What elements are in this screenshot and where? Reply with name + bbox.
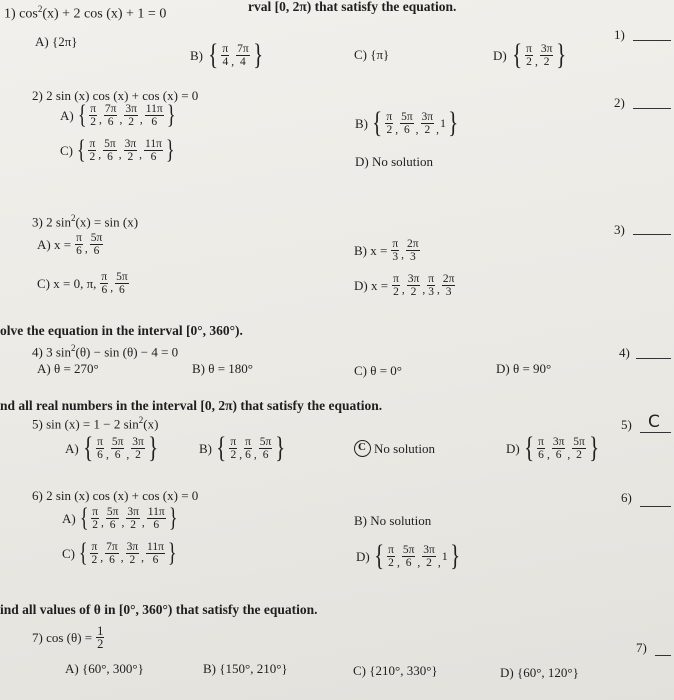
q2-number: 2) [614, 95, 625, 110]
q5-option-c-letter[interactable]: C [358, 441, 366, 453]
q2-answer-blank[interactable] [633, 96, 671, 109]
q7-option-c[interactable]: C) {210°, 330°} [353, 663, 438, 678]
q6-number: 6) [621, 490, 632, 505]
q7-option-d[interactable]: D) {60°, 120°} [500, 665, 579, 680]
q4-answer-blank[interactable] [636, 346, 671, 359]
q3-number: 3) [614, 222, 625, 237]
section-3-title: nd all real numbers in the interval [0, 2π) that satisfy the equation. [0, 398, 383, 413]
q6-option-d[interactable]: D) { $\frac{\pi}{2}$ , $\frac{5\pi}{6}$ , $\frac{3\pi}{2}$ , 1 } [356, 539, 460, 572]
q6-answer-blank[interactable] [640, 494, 671, 507]
q7-option-b[interactable]: B) {150°, 210°} [203, 661, 288, 676]
q3-option-a[interactable]: A) x = $\frac{\pi}{6}$ , $\frac{5\pi}{6}$ [37, 232, 103, 257]
q5-number: 5) [621, 417, 632, 432]
q7-answer-blank[interactable] [655, 643, 671, 656]
q4-option-c[interactable]: C) θ = 0° [354, 363, 403, 378]
q1-title-fragment: rval [0, 2π) that satisfy the equation. [248, 0, 457, 14]
q3-answer-blank[interactable] [633, 222, 671, 235]
q6-stem: 6) 2 sin (x) cos (x) + cos (x) = 0 [32, 488, 199, 503]
q6-option-c[interactable]: C) { $\frac{\pi}{2}$ , $\frac{7\pi}{6}$ , $\frac{3\pi}{2}$ , $\frac{11\pi}{6}$ } [62, 538, 177, 567]
q7-stem: 7) cos (θ) = $\frac{1}{2}$ [32, 624, 104, 651]
q1-number: 1) [614, 27, 625, 42]
q4-stem: 4) 3 $\sin^2(\theta) - \sin (\theta) - 4 = 0$ [32, 343, 179, 360]
q3-option-d[interactable]: D) x = $\frac{\pi}{2}$ , $\frac{3\pi}{2}$ , $\frac{\pi}{3}$ , $\frac{2\pi}{3}$ [354, 273, 455, 298]
q1-answer-blank[interactable] [633, 28, 671, 41]
section-4-title: ind all values of θ in [0°, 360°) that satisfy the equation. [0, 602, 318, 617]
q3-stem: 3) 2 $\sin^2(x) = \sin (x)$ [32, 213, 139, 230]
q1-option-a[interactable]: A) {2π} [35, 34, 78, 49]
q4-option-b[interactable]: B) θ = 180° [192, 361, 254, 376]
q3-option-b[interactable]: B) x = $\frac{\pi}{3}$ , $\frac{2\pi}{3}$ [354, 238, 419, 263]
q6-option-a[interactable]: A) { $\frac{\pi}{2}$ , $\frac{5\pi}{6}$ , $\frac{3\pi}{2}$ , $\frac{11\pi}{6}$ } [62, 503, 178, 532]
q5-stem: 5) sin (x) = 1 − 2 $\sin^2(x)$ [32, 415, 159, 432]
q4-option-d[interactable]: D) θ = 90° [496, 361, 552, 376]
q7-number: 7) [636, 640, 647, 655]
q1-stem: 1) $\cos^2(x) + 2$ cos (x) + 1 = 0 [4, 4, 167, 22]
q5-option-b[interactable]: B) { $\frac{\pi}{2}$ , $\frac{\pi}{6}$ , $\frac{5\pi}{6}$ } [199, 431, 286, 464]
q6-option-b[interactable]: B) No solution [354, 513, 432, 528]
q7-option-a[interactable]: A) {60°, 300°} [65, 661, 144, 676]
q5-handwritten-answer: C [648, 412, 660, 432]
q2-option-a[interactable]: A) { $\frac{\pi}{2}$ , $\frac{7\pi}{6}$ , $\frac{3\pi}{2}$ , $\frac{11\pi}{6}$ } [60, 100, 176, 129]
q1-option-b[interactable]: B) { $\frac{\pi}{4}$ , $\frac{7\pi}{4}$ } [190, 38, 263, 71]
q2-option-d[interactable]: D) No solution [355, 154, 434, 169]
q4-number: 4) [619, 345, 630, 360]
q5-option-c[interactable]: No solution [374, 441, 436, 456]
q5-option-a[interactable]: A) { $\frac{\pi}{6}$ , $\frac{5\pi}{6}$ , $\frac{3\pi}{2}$ } [65, 431, 159, 464]
q1-option-c[interactable]: C) {π} [354, 47, 390, 62]
q2-stem: 2) 2 sin (x) cos (x) + cos (x) = 0 [32, 88, 199, 103]
q2-option-b[interactable]: B) { $\frac{\pi}{2}$ , $\frac{5\pi}{6}$ , $\frac{3\pi}{2}$ , 1 } [355, 106, 459, 139]
q1-option-d[interactable]: D) { $\frac{\pi}{2}$ , $\frac{3\pi}{2}$ } [493, 38, 567, 71]
q4-option-a[interactable]: A) θ = 270° [37, 361, 99, 376]
q2-option-c[interactable]: C) { $\frac{\pi}{2}$ , $\frac{5\pi}{6}$ , $\frac{3\pi}{2}$ , $\frac{11\pi}{6}$ } [60, 135, 175, 164]
q5-option-d[interactable]: D) { $\frac{\pi}{6}$ , $\frac{3\pi}{6}$ , $\frac{5\pi}{2}$ } [506, 431, 600, 464]
q3-option-c[interactable]: C) x = 0, π, $\frac{\pi}{6}$ , $\frac{5\pi}{6}$ [37, 271, 128, 296]
section-2-title: olve the equation in the interval [0°, 360°). [0, 323, 243, 338]
